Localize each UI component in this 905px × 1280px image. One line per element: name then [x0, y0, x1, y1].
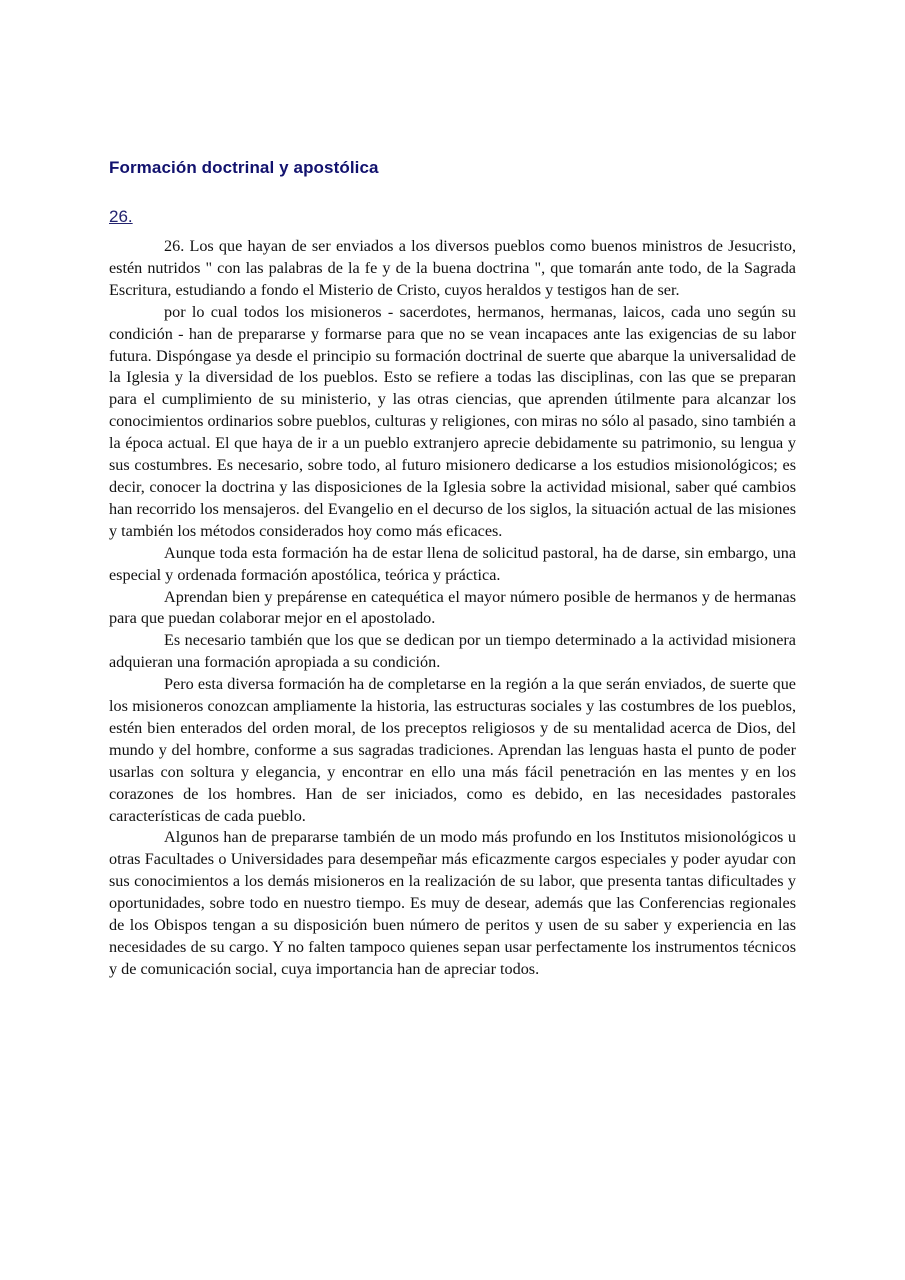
paragraph: Aunque toda esta formación ha de estar llena de solicitud pastoral, ha de darse, sin embargo, una especial y ordenada formación apostólica, teórica y práctica.	[109, 543, 796, 584]
paragraph: Pero esta diversa formación ha de completarse en la región a la que serán enviados, de suerte que los misioneros conozcan ampliamente la historia, las estructuras sociales y las costumbres de los pueblos, estén bien enterados del orden moral, de los preceptos religiosos y de su mentalidad acerca de Dios, del mundo y del hombre, conforme a sus sagradas tradiciones. Aprendan las lenguas hasta el punto de poder usarlas con soltura y elegancia, y encontrar en ello una más fácil penetración en las mentes y en los corazones de los hombres. Han de ser iniciados, como es debido, en las necesidades pastorales características de cada pueblo.	[109, 675, 796, 825]
paragraph: Es necesario también que los que se dedican por un tiempo determinado a la actividad misionera adquieran una formación apropiada a su condición.	[109, 631, 796, 672]
paragraph: Aprendan bien y prepárense en catequética el mayor número posible de hermanos y de hermanas para que puedan colaborar mejor en el apostolado.	[109, 587, 796, 628]
paragraph: Algunos han de prepararse también de un modo más profundo en los Institutos misionológicos u otras Facultades o Universidades para desempeñar más eficazmente cargos especiales y poder ayudar con sus conocimientos a los demás misioneros en la realización de su labor, que presenta tantas dificultades y oportunidades, sobre todo en nuestro tiempo. Es muy de desear, además que las Conferencias regionales de los Obispos tengan a su disposición buen número de peritos y usen de su saber y experiencia en las necesidades de su cargo. Y no falten tampoco quienes sepan usar perfectamente los instrumentos técnicos y de comunicación social, cuya importancia han de apreciar todos.	[109, 828, 796, 978]
paragraph: 26. Los que hayan de ser enviados a los diversos pueblos como buenos ministros de Jesucristo, estén nutridos " con las palabras de la fe y de la buena doctrina ", que tomarán ante todo, de la Sagrada Escritura, estudiando a fondo el Misterio de Cristo, cuyos heraldos y testigos han de ser.	[109, 237, 796, 299]
document-page	[109, 157, 796, 981]
section-number-link[interactable]: 26.	[109, 207, 133, 226]
paragraph: por lo cual todos los misioneros - sacerdotes, hermanos, hermanas, laicos, cada uno según su condición - han de prepararse y formarse para que no se vean incapaces ante las exigencias de su labor futura. Dispóngase ya desde el principio su formación doctrinal de suerte que abarque la universalidad de la Iglesia y la diversidad de los pueblos. Esto se refiere a todas las disciplinas, con las que se preparan para el cumplimiento de su ministerio, y las otras ciencias, que aprenden útilmente para alcanzar los conocimientos ordinarios sobre pueblos, culturas y religiones, con miras no sólo al pasado, sino también a la época actual. El que haya de ir a un pueblo extranjero aprecie debidamente su patrimonio, su lengua y sus costumbres. Es necesario, sobre todo, al futuro misionero dedicarse a los estudios misionológicos; es decir, conocer la doctrina y las disposiciones de la Iglesia sobre la actividad misional, saber qué cambios han recorrido los mensajeros. del Evangelio en el decurso de los siglos, la situación actual de las misiones y también los métodos considerados hoy como más eficaces.	[109, 302, 796, 540]
document-body	[109, 236, 796, 981]
section-heading: Formación doctrinal y apostólica	[109, 158, 379, 177]
